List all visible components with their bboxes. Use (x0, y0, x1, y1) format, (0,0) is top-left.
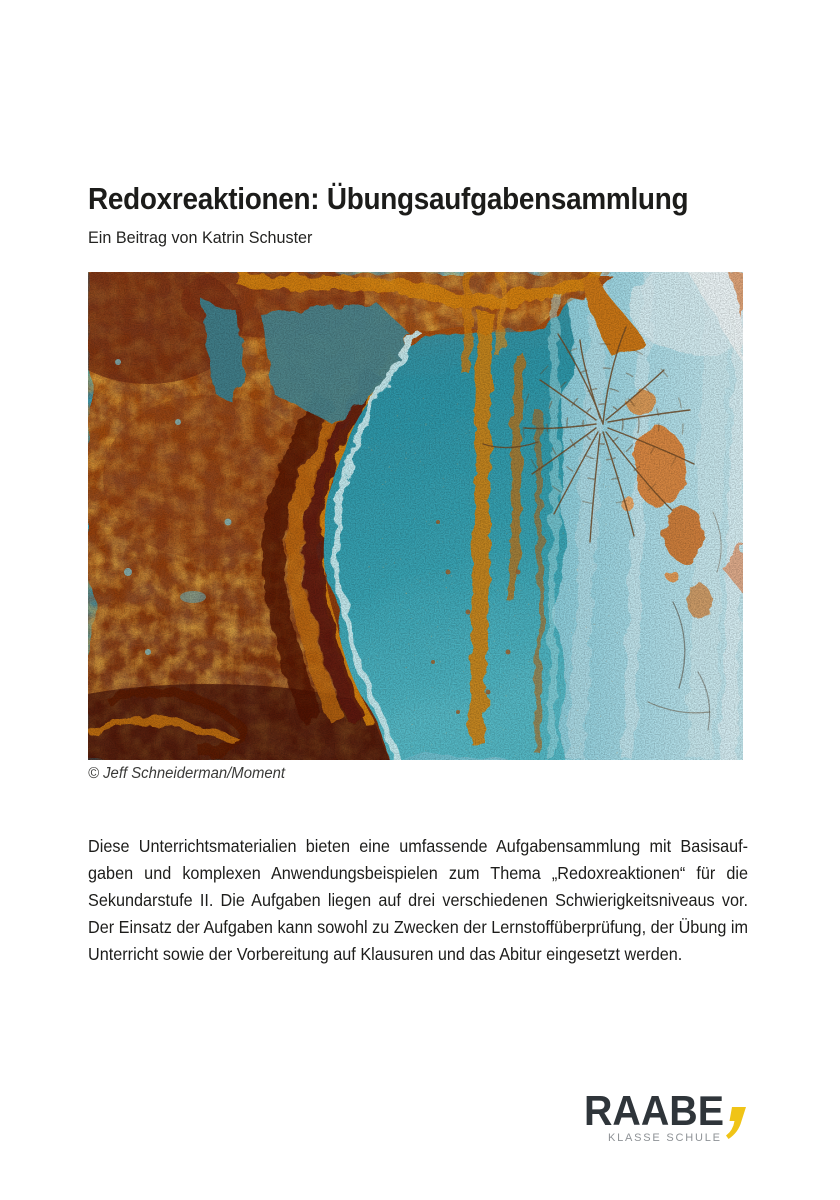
photo-credit: © Jeff Schneiderman/Moment (88, 765, 286, 782)
logo-brand-text: RAABE (584, 1087, 724, 1134)
publisher-logo (584, 1087, 746, 1145)
hero-figure (88, 272, 743, 760)
logo-tagline-text: KLASSE SCHULE (608, 1132, 724, 1144)
intro-paragraph: Diese Unterrichtsmaterialien bieten eine umfassende Aufgabensammlung mit Basisaufgaben und komplexen Anwendungsbeispielen zum Thema „Redoxreaktionen“ für die Sekundarstufe II. Die Aufgaben liegen auf drei verschiedenen Schwierigkeitsniveaus vor. Der Einsatz der Aufgaben kann sowohl zu Zwecken der Lernstoffüberprüfung, der Übung im Unterricht sowie der Vorbereitung auf Klausuren und das Abitur eingesetzt werden. (88, 835, 749, 964)
hero-photo-rust-paint (88, 272, 743, 760)
page-title: Redoxreaktionen: Übungsaufgabensammlung (88, 180, 689, 216)
logo-comma-icon (726, 1107, 746, 1139)
byline: Ein Beitrag von Katrin Schuster (88, 228, 313, 247)
raabe-logo-graphic (584, 1087, 746, 1145)
